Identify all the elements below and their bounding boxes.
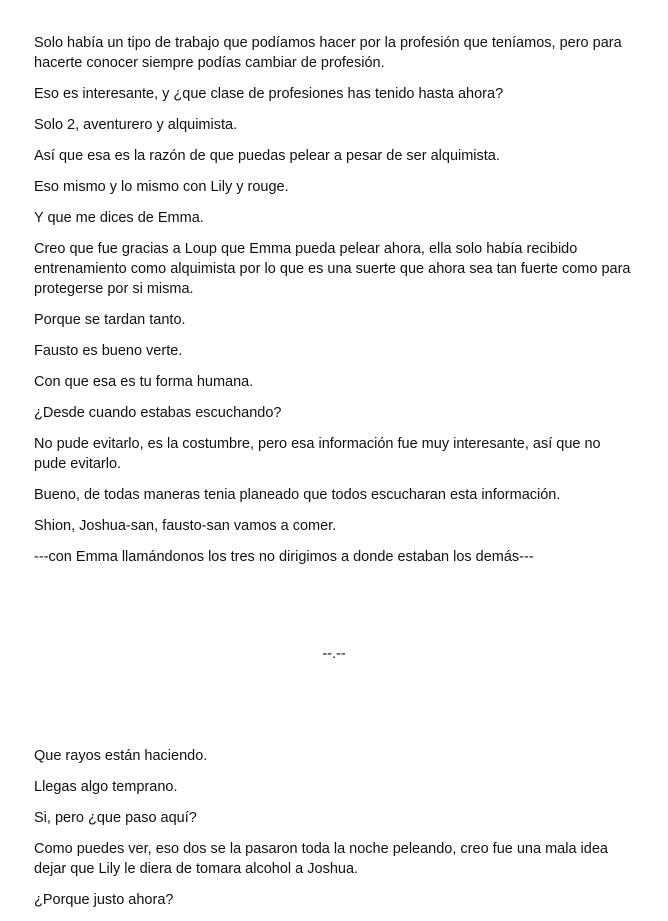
section-1 <box>34 33 634 567</box>
paragraph: Y que me dices de Emma. <box>34 210 204 226</box>
paragraph: Con que esa es tu forma humana. <box>34 374 254 390</box>
paragraph: Si, pero ¿que paso aquí? <box>34 810 197 826</box>
spacer <box>34 664 634 746</box>
paragraph: Solo había un tipo de trabajo que podíamos hacer por la profesión que teníamos, pero para hacerte conocer siempre podías cambiar de profesión. <box>34 35 622 71</box>
document-page <box>34 33 634 921</box>
paragraph: Así que esa es la razón de que puedas pelear a pesar de ser alquimista. <box>34 148 500 164</box>
paragraph: Solo 2, aventurero y alquimista. <box>34 117 238 133</box>
paragraph: Eso es interesante, y ¿que clase de profesiones has tenido hasta ahora? <box>34 86 504 102</box>
paragraph: Creo que fue gracias a Loup que Emma pueda pelear ahora, ella solo había recibido entrenamiento como alquimista por lo que es una suerte que ahora sea tan fuerte como para protegerse por si misma. <box>34 241 631 297</box>
paragraph: Eso mismo y lo mismo con Lily y rouge. <box>34 179 289 195</box>
paragraph: Porque se tardan tanto. <box>34 312 186 328</box>
paragraph: ¿Desde cuando estabas escuchando? <box>34 405 282 421</box>
section-2 <box>34 746 634 910</box>
section-separator: --.-- <box>322 646 346 662</box>
spacer <box>34 578 634 644</box>
paragraph: No pude evitarlo, es la costumbre, pero esa información fue muy interesante, así que no pude evitarlo. <box>34 436 601 472</box>
paragraph: Como puedes ver, eso dos se la pasaron toda la noche peleando, creo fue una mala idea dejar que Lily le diera de tomara alcohol a Joshua. <box>34 841 608 877</box>
paragraph: Llegas algo temprano. <box>34 779 178 795</box>
paragraph: ¿Porque justo ahora? <box>34 892 174 908</box>
paragraph: ---con Emma llamándonos los tres no dirigimos a donde estaban los demás--- <box>34 549 534 565</box>
paragraph: Que rayos están haciendo. <box>34 748 208 764</box>
paragraph: Bueno, de todas maneras tenia planeado que todos escucharan esta información. <box>34 487 561 503</box>
paragraph: Fausto es bueno verte. <box>34 343 183 359</box>
paragraph: Shion, Joshua-san, fausto-san vamos a comer. <box>34 518 337 534</box>
